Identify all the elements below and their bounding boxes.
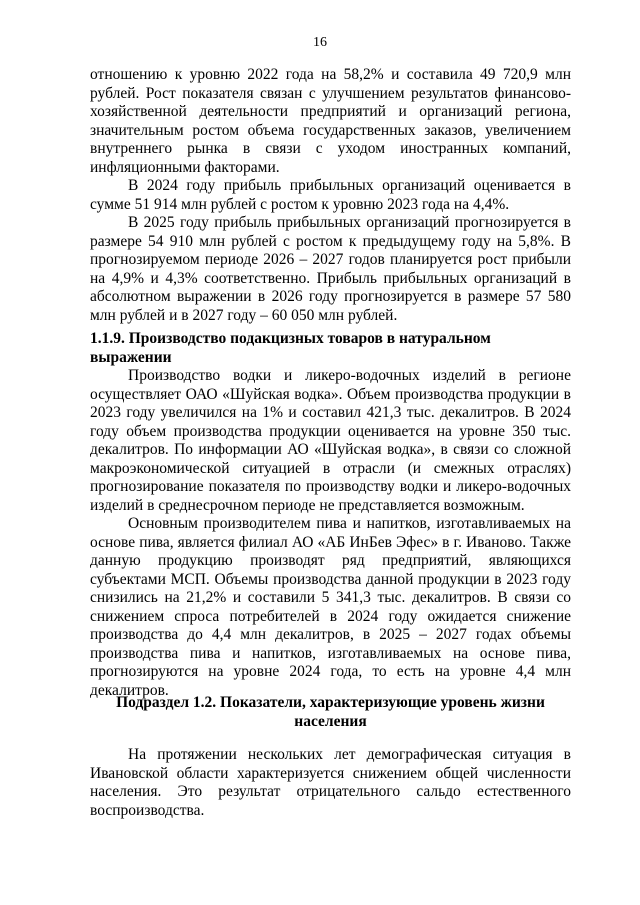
paragraph-demography: На протяжении нескольких лет демографическая ситуация в Ивановской области характеризуется снижением общей численности населения. Это результат отрицательного сальдо естественного воспроизводства. xyxy=(90,746,571,819)
demography-text-block xyxy=(90,746,571,820)
section-heading-excise-goods: 1.1.9. Производство подакцизных товаров в натуральном выражении xyxy=(90,330,491,366)
subsection-heading-line1: Подраздел 1.2. Показатели, характеризующие уровень жизни xyxy=(116,694,545,711)
paragraph-profit-forecast: В 2025 году прибыль прибыльных организаций прогнозируется в размере 54 910 млн рублей с ростом к предыдущему году на 5,8%. В прогнозируемом периоде 2026 – 2027 годов планируется рост прибыли на 4,9% и 4,3% соответственно. Прибыль прибыльных организаций в абсолютном выражении в 2026 году прогнозируется в размере 57 580 млн рублей и в 2027 году – 60 050 млн рублей. xyxy=(90,214,571,324)
profit-text-block xyxy=(90,66,571,325)
subsection-heading-living-standards xyxy=(90,694,571,731)
paragraph-beer-production: Основным производителем пива и напитков, изготавливаемых на основе пива, является филиал АО «АБ ИнБев Эфес» в г. Иваново. Также данную продукцию производят ряд предприятий, являющихся субъектами МСП. Объемы производства данной продукции в 2023 году снизились на 21,2% и составили 5 341,3 тыс. декалитров. В связи со снижением спроса потребителей в 2024 году ожидается снижение производства до 4,4 млн декалитров, в 2025 – 2027 годах объемы производства пива и напитков, изготавливаемых на основе пива, прогнозируются на уровне 2024 года, то есть на уровне 4,4 млн декалитров. xyxy=(90,515,571,699)
paragraph-profit-2024: В 2024 году прибыль прибыльных организаций оценивается в сумме 51 914 млн рублей с ростом к уровню 2023 года на 4,4%. xyxy=(90,177,571,213)
page-number: 16 xyxy=(313,35,327,50)
excise-text-block xyxy=(90,367,571,700)
paragraph-vodka-production: Производство водки и ликеро-водочных изделий в регионе осуществляет ОАО «Шуйская водка». Объем производства продукции в 2023 году увеличился на 1% и составил 421,3 тыс. декалитров. В 2024 году объем производства продукции оценивается на уровне 350 тыс. декалитров. По информации АО «Шуйская водка», в связи со сложной макроэкономической ситуацией в отрасли (и смежных отраслях) прогнозирование показателя по производству водки и ликеро-водочных изделий в среднесрочном периоде не представляется возможным. xyxy=(90,367,571,514)
paragraph-profit-2023: отношению к уровню 2022 года на 58,2% и составила 49 720,9 млн рублей. Рост показателя связан с улучшением результатов финансово-хозяйственной деятельности предприятий и организаций региона, значительным ростом объема государственных заказов, увеличением внутреннего рынка в связи с уходом иностранных компаний, инфляционными факторами. xyxy=(90,66,571,176)
subsection-heading-line2: населения xyxy=(294,712,367,730)
